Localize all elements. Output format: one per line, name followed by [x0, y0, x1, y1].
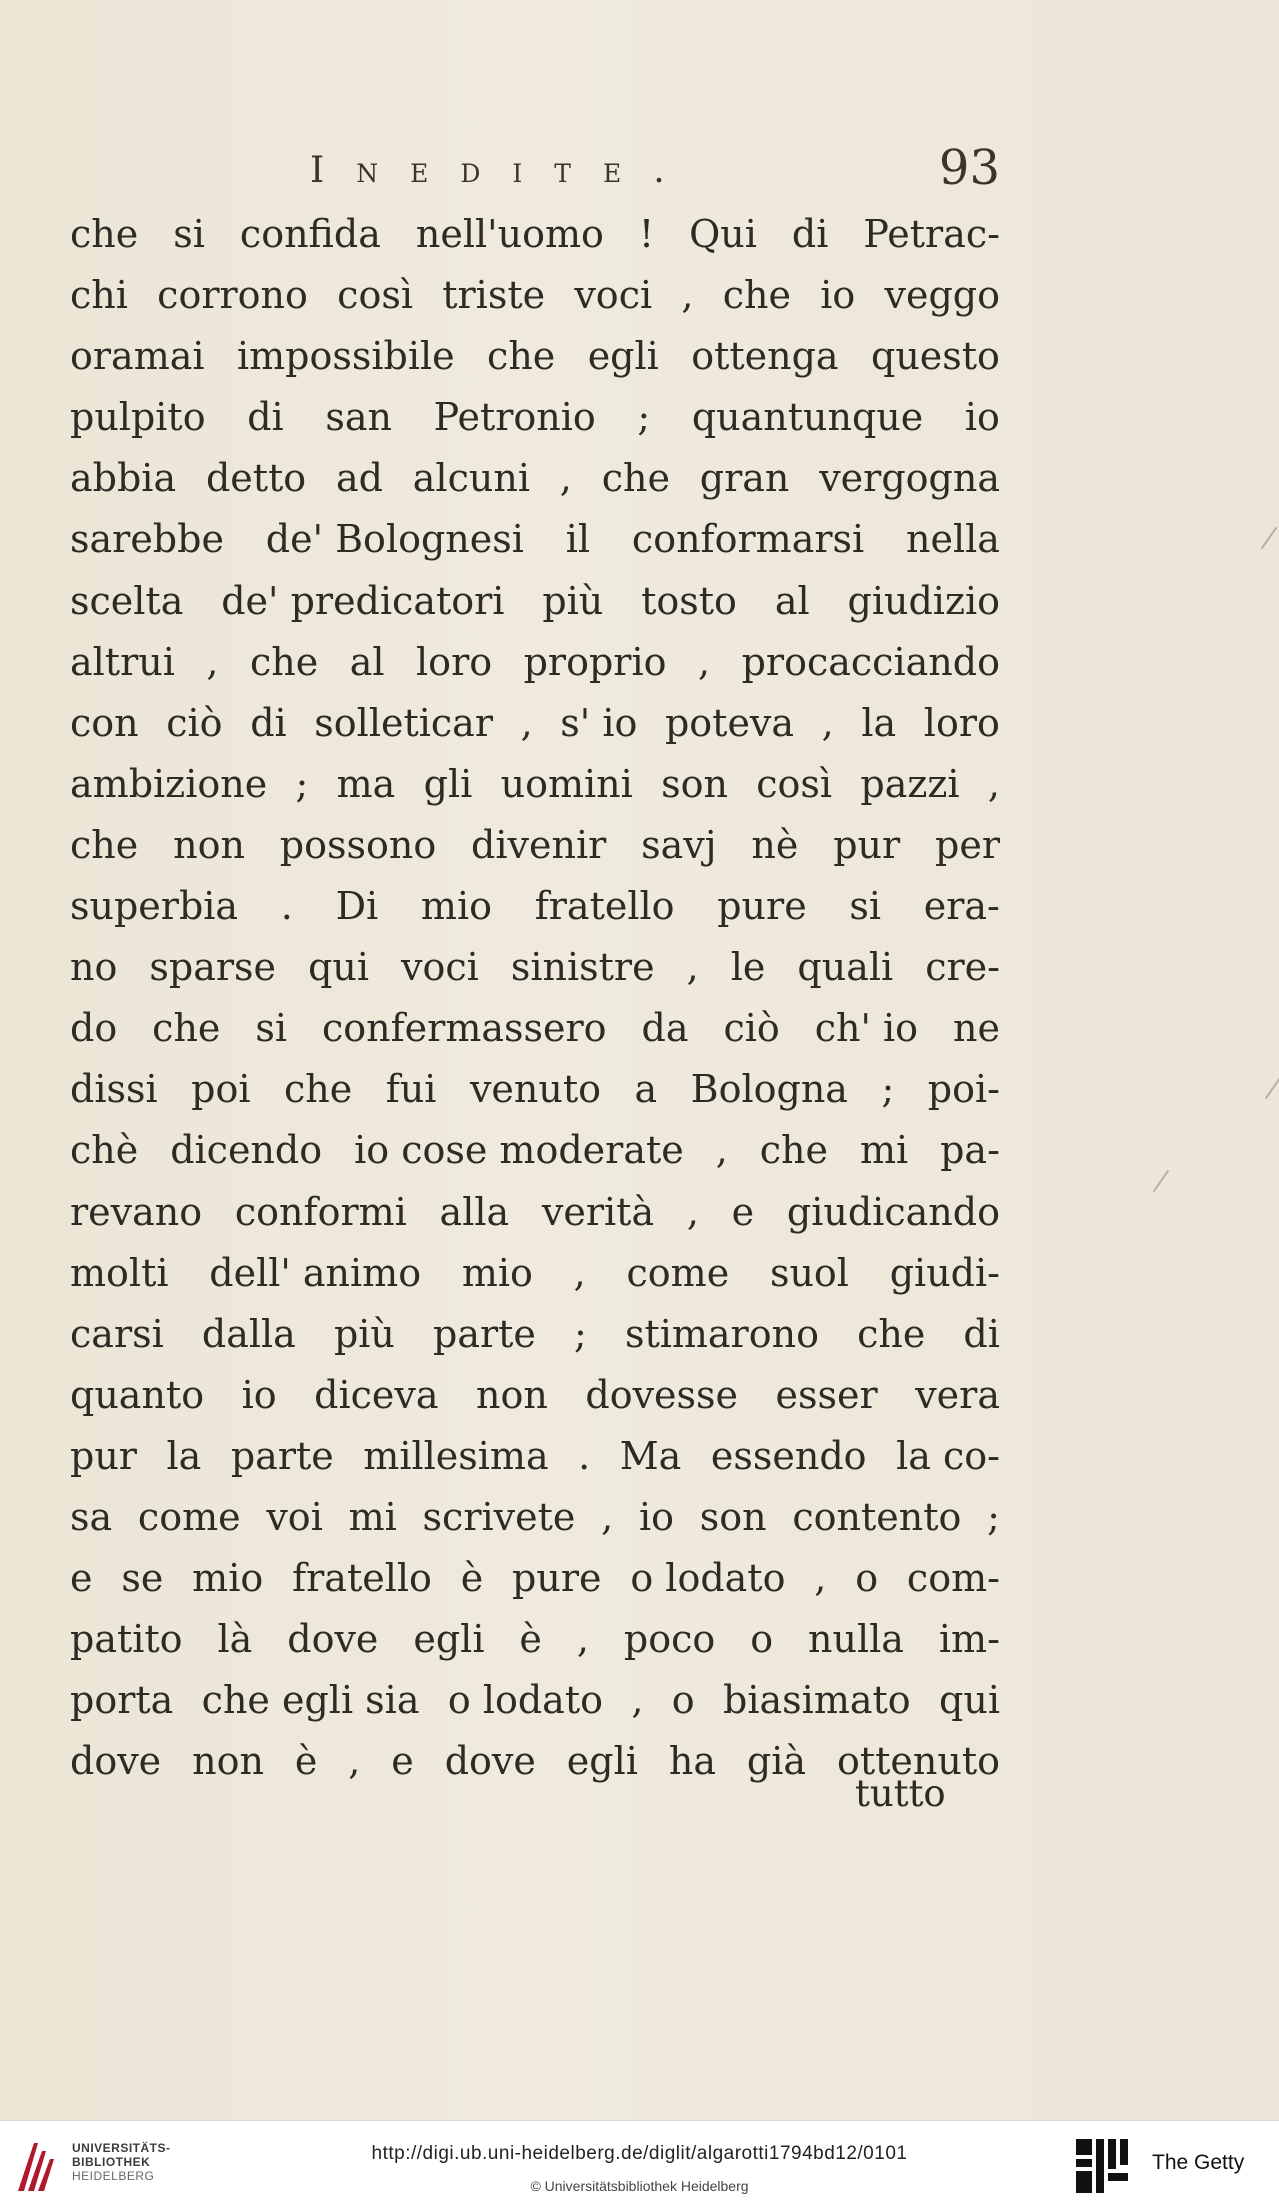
word: .: [280, 884, 293, 929]
word: giudicando: [786, 1189, 1000, 1234]
word: conformi: [234, 1189, 407, 1234]
word: Ma: [619, 1433, 682, 1478]
word: che: [152, 1006, 221, 1051]
word: o: [750, 1617, 774, 1662]
word: di: [247, 395, 284, 440]
word: con: [70, 700, 139, 745]
word: così: [337, 273, 413, 318]
word: conformarsi: [631, 517, 865, 562]
word: alla: [439, 1189, 510, 1234]
word: ,: [814, 1556, 827, 1601]
word: da: [641, 1006, 689, 1051]
word: dovesse: [585, 1372, 739, 1417]
word: voci: [401, 945, 479, 990]
word: gran: [699, 456, 790, 501]
word: nella: [906, 517, 1000, 562]
word: superbia: [70, 884, 239, 929]
word: fratello: [292, 1556, 432, 1601]
word: più: [333, 1311, 395, 1356]
word: più: [542, 578, 604, 623]
word: così: [756, 761, 833, 806]
word: loro: [923, 700, 1000, 745]
word: e: [70, 1556, 93, 1601]
word: sa: [70, 1494, 113, 1539]
word: fratello: [534, 884, 675, 929]
word: porta: [70, 1678, 174, 1723]
word: ,: [601, 1494, 614, 1539]
word: giudizio: [847, 578, 1000, 623]
word: possono: [279, 822, 437, 867]
word: ;: [574, 1311, 587, 1356]
word: millesima: [363, 1433, 549, 1478]
word: cre-: [925, 945, 1000, 990]
word: ciò: [723, 1006, 780, 1051]
word: ambizione: [70, 761, 268, 806]
text-line: [70, 1609, 1000, 1670]
word: ad: [335, 456, 383, 501]
word: pure: [717, 884, 807, 929]
word: sinistre: [510, 945, 655, 990]
catchword: tutto: [855, 1772, 946, 1815]
word: è: [519, 1617, 542, 1662]
word: uomini: [500, 761, 633, 806]
word: di: [963, 1311, 1000, 1356]
word: parte: [433, 1311, 536, 1356]
word: che: [249, 639, 319, 684]
word: ,: [559, 456, 572, 501]
word: Qui: [689, 212, 757, 256]
word: nulla: [808, 1617, 904, 1662]
word: già: [746, 1739, 807, 1784]
text-line: [70, 1304, 1000, 1365]
word: come: [137, 1494, 241, 1539]
word: ;: [987, 1494, 1000, 1539]
text-line: [70, 1059, 1000, 1120]
word: ,: [348, 1739, 361, 1784]
text-line: [70, 1670, 1000, 1731]
text-line: [70, 998, 1000, 1059]
word: ;: [295, 761, 309, 806]
word: poteva: [664, 700, 795, 745]
word: do: [70, 1006, 118, 1051]
word: e: [391, 1739, 414, 1784]
word: de' Bolognesi: [265, 517, 524, 562]
copyright-notice: © Universitätsbibliothek Heidelberg: [530, 2178, 749, 2194]
word: ;: [637, 395, 651, 440]
word: e: [731, 1189, 755, 1234]
word: ottenuto: [836, 1739, 1000, 1784]
word: triste: [442, 273, 546, 318]
page-header: [70, 140, 1000, 210]
word: che: [70, 822, 139, 867]
word: savj: [641, 822, 717, 867]
word: ,: [686, 945, 699, 990]
word: le: [730, 945, 766, 990]
word: patito: [70, 1617, 183, 1662]
word: o: [671, 1678, 695, 1723]
word: impossibile: [236, 334, 455, 379]
word: è: [294, 1739, 318, 1784]
word: che: [601, 456, 670, 501]
word: son: [699, 1494, 767, 1539]
page-number: 93: [938, 140, 1000, 196]
word: ha: [668, 1739, 716, 1784]
word: carsi: [70, 1311, 164, 1356]
text-line: [70, 1365, 1000, 1426]
word: Petrac-: [863, 212, 1000, 256]
word: esser: [775, 1372, 878, 1417]
word: al: [774, 578, 810, 623]
word: egli: [413, 1617, 485, 1662]
word: io: [820, 273, 856, 318]
text-line: [70, 632, 1000, 693]
word: egli: [587, 334, 659, 379]
word: son: [661, 761, 728, 806]
word: si: [255, 1006, 288, 1051]
word: ,: [631, 1678, 644, 1723]
word: Di: [335, 884, 379, 929]
word: a: [634, 1067, 658, 1112]
word: venuto: [469, 1067, 602, 1112]
page-mark: [1153, 1170, 1170, 1192]
word: !: [638, 212, 655, 256]
text-line: [70, 571, 1000, 632]
word: no: [70, 945, 118, 990]
word: di: [250, 700, 287, 745]
word: parte: [230, 1433, 334, 1478]
word: tosto: [641, 578, 737, 623]
word: poi-: [927, 1067, 1000, 1112]
word: ne: [952, 1006, 1000, 1051]
text-line: [70, 1243, 1000, 1304]
word: al: [349, 639, 385, 684]
word: la: [861, 700, 897, 745]
word: dicendo: [170, 1128, 323, 1173]
word: pazzi: [860, 761, 960, 806]
word: poi: [191, 1067, 251, 1112]
partner-name: The Getty: [1152, 2151, 1245, 2174]
word: ,: [576, 1617, 589, 1662]
institution-line: UNIVERSITÄTS-: [72, 2141, 171, 2155]
word: stimarono: [624, 1311, 819, 1356]
word: pur: [833, 822, 901, 867]
word: ,: [715, 1128, 728, 1173]
word: chè: [70, 1128, 139, 1173]
word: per: [935, 822, 1000, 867]
word: io: [964, 395, 1000, 440]
word: o lodato: [630, 1556, 786, 1601]
word: egli: [566, 1739, 638, 1784]
text-line: [70, 1120, 1000, 1181]
word: questo: [871, 334, 1000, 379]
word: poco: [623, 1617, 716, 1662]
word: che egli sia: [201, 1678, 420, 1723]
word: biasimato: [723, 1678, 911, 1723]
text-line: [70, 754, 1000, 815]
getty-logo-icon: [1074, 2137, 1132, 2195]
word: nè: [751, 822, 799, 867]
word: vergogna: [819, 456, 1000, 501]
word: verità: [541, 1189, 655, 1234]
word: la co-: [896, 1433, 1000, 1478]
word: qui: [939, 1678, 1000, 1723]
word: dove: [444, 1739, 536, 1784]
text-line: [70, 1182, 1000, 1243]
word: non: [192, 1739, 264, 1784]
word: che: [70, 212, 139, 256]
word: ch' io: [814, 1006, 919, 1051]
word: la: [166, 1433, 202, 1478]
text-line: [70, 265, 1000, 326]
word: veggo: [884, 273, 1000, 318]
word: sarebbe: [70, 517, 224, 562]
word: essendo: [710, 1433, 867, 1478]
word: scelta: [70, 578, 184, 623]
text-line: [70, 509, 1000, 570]
word: abbia: [70, 456, 177, 501]
word: dove: [70, 1739, 162, 1784]
word: che: [857, 1311, 926, 1356]
word: che: [722, 273, 791, 318]
word: fui: [385, 1067, 437, 1112]
word: ,: [520, 700, 533, 745]
word: Bologna: [690, 1067, 848, 1112]
text-line: [70, 204, 1000, 265]
word: ciò: [166, 700, 223, 745]
word: dalla: [201, 1311, 296, 1356]
word: voi: [266, 1494, 323, 1539]
word: voci: [574, 273, 653, 318]
word: pulpito: [70, 395, 206, 440]
word: si: [173, 212, 205, 256]
word: mio: [420, 884, 492, 929]
word: san: [325, 395, 392, 440]
word: io: [638, 1494, 674, 1539]
word: non: [173, 822, 245, 867]
word: solleticar: [314, 700, 493, 745]
word: Petronio: [433, 395, 596, 440]
word: divenir: [471, 822, 607, 867]
word: ,: [698, 639, 711, 684]
text-line: [70, 937, 1000, 998]
word: io: [241, 1372, 277, 1417]
word: ,: [573, 1250, 586, 1295]
text-line: [70, 815, 1000, 876]
word: di: [791, 212, 829, 256]
text-line: [70, 1487, 1000, 1548]
word: pure: [512, 1556, 602, 1601]
word: com-: [906, 1556, 1000, 1601]
word: revano: [70, 1189, 203, 1234]
word: ma: [336, 761, 396, 806]
body-text: [70, 204, 1000, 1792]
running-title: Inedite.: [310, 150, 697, 191]
word: quali: [797, 945, 894, 990]
word: vera: [915, 1372, 1000, 1417]
word: pa-: [940, 1128, 1000, 1173]
word: dell' animo: [209, 1250, 422, 1295]
word: giudi-: [889, 1250, 1000, 1295]
word: diceva: [314, 1372, 439, 1417]
word: chi: [70, 273, 128, 318]
word: nell'uomo: [415, 212, 604, 256]
word: procacciando: [741, 639, 1000, 684]
word: dove: [287, 1617, 379, 1662]
word: non: [476, 1372, 548, 1417]
word: scrivete: [422, 1494, 576, 1539]
word: alcuni: [412, 456, 530, 501]
word: qui: [308, 945, 370, 990]
text-line: [70, 387, 1000, 448]
word: loro: [416, 639, 493, 684]
word: quantunque: [691, 395, 924, 440]
word: il: [565, 517, 591, 562]
word: ottenga: [691, 334, 839, 379]
viewer-footer: [0, 2120, 1279, 2211]
institution-line: HEIDELBERG: [72, 2169, 155, 2183]
text-line: [70, 1548, 1000, 1609]
word: molti: [70, 1250, 169, 1295]
word: è: [460, 1556, 484, 1601]
page-mark: [1261, 527, 1278, 549]
word: ,: [821, 700, 834, 745]
text-line: [70, 1426, 1000, 1487]
institution-line: BIBLIOTHEK: [72, 2155, 151, 2169]
word: o lodato: [447, 1678, 603, 1723]
word: o: [855, 1556, 879, 1601]
word: mio: [192, 1556, 264, 1601]
word: mi: [859, 1128, 909, 1173]
word: corrono: [157, 273, 308, 318]
word: io cose moderate: [354, 1128, 684, 1173]
word: confida: [239, 212, 381, 256]
word: gli: [423, 761, 473, 806]
word: s' io: [560, 700, 638, 745]
word: altrui: [70, 639, 175, 684]
word: là: [217, 1617, 253, 1662]
word: ,: [987, 761, 1000, 806]
word: suol: [769, 1250, 849, 1295]
permalink-url[interactable]: http://digi.ub.uni-heidelberg.de/diglit/algarotti1794bd12/0101: [371, 2143, 908, 2164]
word: ,: [206, 639, 219, 684]
word: sparse: [149, 945, 277, 990]
word: mi: [348, 1494, 397, 1539]
word: pur: [70, 1433, 137, 1478]
word: de' predicatori: [221, 578, 505, 623]
word: che: [487, 334, 556, 379]
word: proprio: [523, 639, 667, 684]
word: .: [578, 1433, 591, 1478]
word: quanto: [70, 1372, 205, 1417]
word: che: [759, 1128, 828, 1173]
page-mark: [1265, 1077, 1279, 1099]
word: mio: [461, 1250, 533, 1295]
word: era-: [923, 884, 1000, 929]
word: si: [849, 884, 882, 929]
word: detto: [205, 456, 307, 501]
word: oramai: [70, 334, 205, 379]
text-line: [70, 693, 1000, 754]
text-line: [70, 326, 1000, 387]
word: ,: [681, 273, 694, 318]
text-line: [70, 448, 1000, 509]
word: se: [121, 1556, 164, 1601]
word: ;: [881, 1067, 895, 1112]
word: confermassero: [321, 1006, 607, 1051]
word: che: [284, 1067, 353, 1112]
word: contento: [792, 1494, 962, 1539]
word: dissi: [70, 1067, 158, 1112]
word: im-: [938, 1617, 1000, 1662]
word: come: [626, 1250, 730, 1295]
word: ,: [686, 1189, 699, 1234]
text-line: [70, 876, 1000, 937]
